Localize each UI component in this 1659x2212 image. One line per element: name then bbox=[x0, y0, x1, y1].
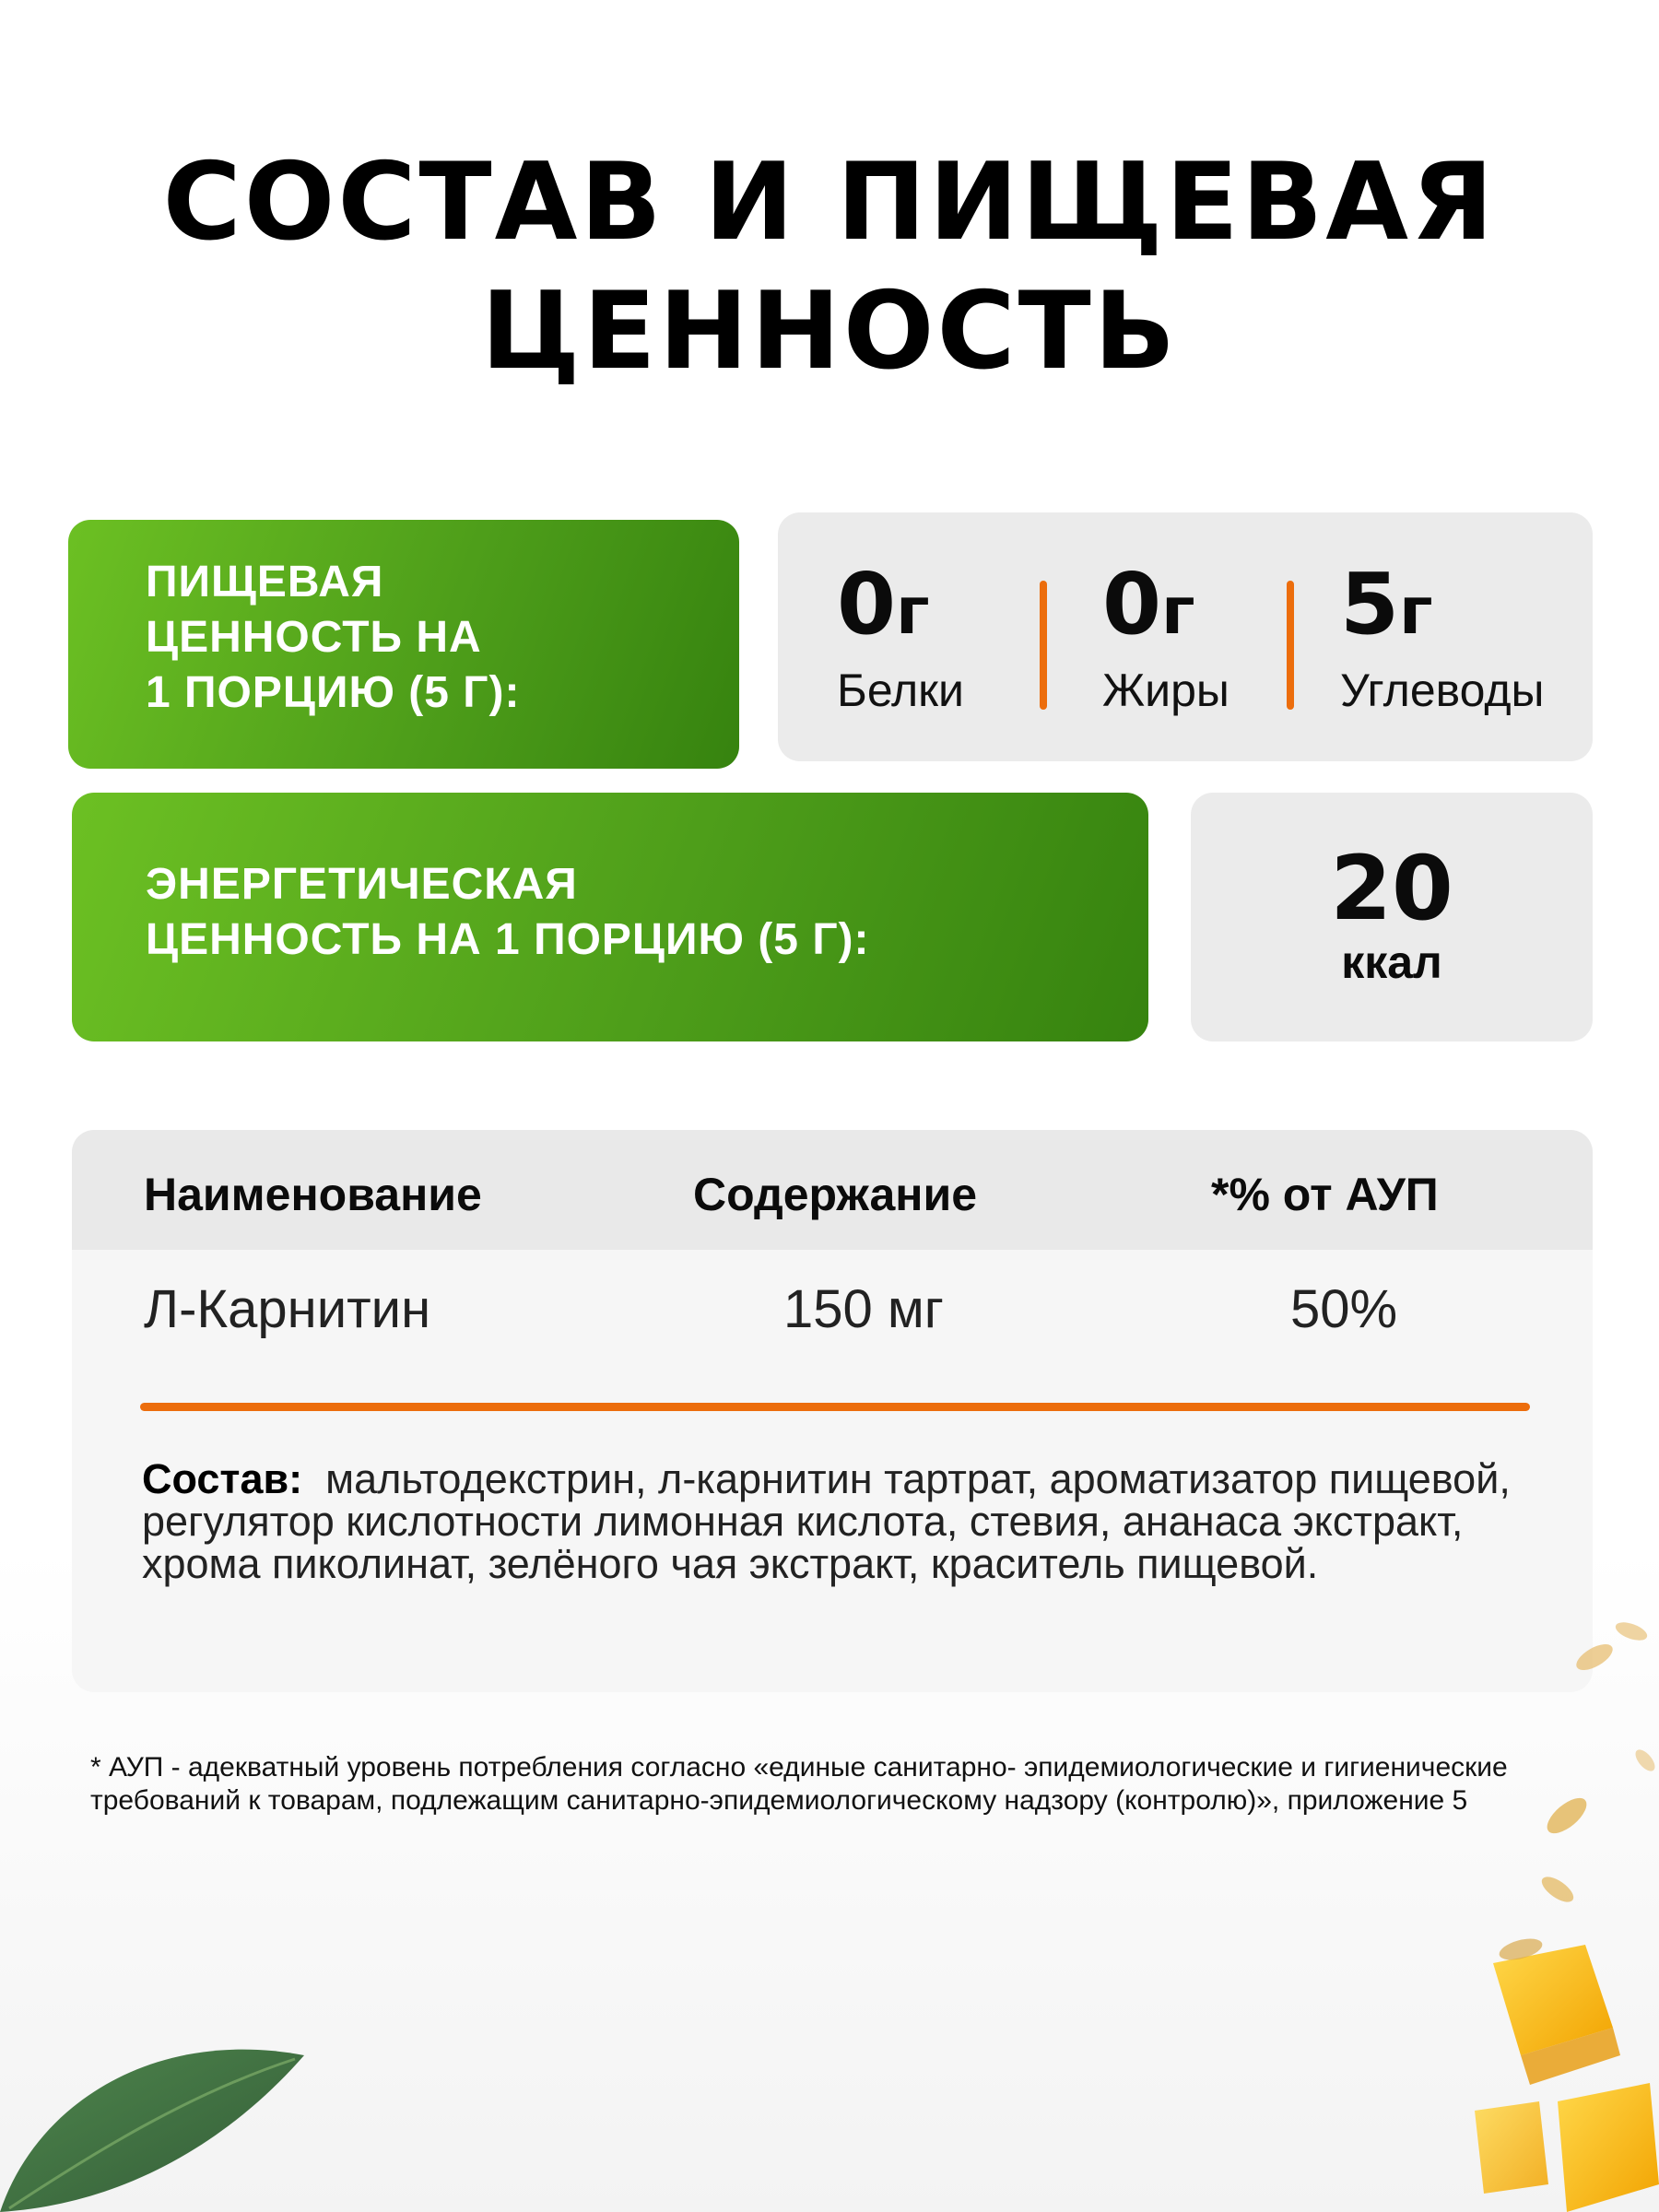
energy-label-line2: ЦЕННОСТЬ НА 1 ПОРЦИЮ (5 Г): bbox=[146, 915, 870, 964]
nutrition-label-line3: 1 ПОРЦИЮ (5 Г): bbox=[146, 668, 521, 717]
ingredients-table bbox=[72, 1130, 1593, 1692]
macro-protein-value: 0 bbox=[837, 555, 897, 653]
page-title-line1: СОСТАВ И ПИЩЕВАЯ bbox=[162, 140, 1497, 265]
nutrition-label-line1: ПИЩЕВАЯ bbox=[146, 558, 384, 606]
energy-value: 20 bbox=[1330, 837, 1453, 940]
macro-carbs-unit: г bbox=[1399, 573, 1433, 649]
table-header-content: Содержание bbox=[693, 1169, 978, 1220]
energy-unit: ккал bbox=[1341, 936, 1442, 988]
nutrition-label-line2: ЦЕННОСТЬ НА bbox=[146, 613, 482, 662]
composition-body: мальтодекстрин, л-карнитин тартрат, ароматизатор пищевой, регулятор кислотности лимонная кислота, стевия, ананаса экстракт, хрома пиколинат, зелёного чая экстракт, краситель пищевой. bbox=[142, 1455, 1511, 1587]
macro-protein bbox=[837, 555, 964, 718]
table-cell-name: Л-Карнитин bbox=[144, 1279, 431, 1339]
table-divider bbox=[140, 1403, 1530, 1411]
macro-divider bbox=[1040, 581, 1047, 710]
footnote: * АУП - адекватный уровень потребления согласно «единые санитарно- эпидемиологические и гигиенические требований к товарам, подлежащим санитарно-эпидемиологическому надзору (контролю)», приложение 5 bbox=[90, 1752, 1508, 1816]
macro-fat-label: Жиры bbox=[1102, 665, 1230, 716]
leaf-decoration-icon bbox=[0, 1991, 332, 2212]
page-title bbox=[0, 138, 1659, 396]
table-header-percent: *% от АУП bbox=[1211, 1169, 1439, 1220]
macro-protein-label: Белки bbox=[837, 665, 964, 716]
nutrition-label-box bbox=[68, 520, 739, 769]
oat-flakes-decoration-icon bbox=[1290, 1613, 1659, 1982]
macro-fat bbox=[1102, 555, 1230, 718]
macro-fat-unit: г bbox=[1161, 573, 1195, 649]
page-title-line2: ЦЕННОСТЬ bbox=[480, 269, 1179, 394]
macro-carbs bbox=[1340, 555, 1545, 718]
energy-label-box bbox=[72, 793, 1148, 1041]
composition-label: Состав: bbox=[142, 1455, 303, 1502]
composition-text bbox=[142, 1455, 1524, 1587]
macro-carbs-value: 5 bbox=[1340, 555, 1400, 653]
macro-fat-value: 0 bbox=[1102, 555, 1162, 653]
table-cell-content: 150 мг bbox=[783, 1279, 944, 1339]
macro-protein-unit: г bbox=[896, 573, 930, 649]
table-header-name: Наименование bbox=[144, 1169, 482, 1220]
energy-label-line1: ЭНЕРГЕТИЧЕСКАЯ bbox=[146, 860, 578, 909]
energy-panel bbox=[1191, 793, 1593, 1041]
macro-carbs-label: Углеводы bbox=[1340, 665, 1545, 716]
macro-divider bbox=[1287, 581, 1294, 710]
table-header-row bbox=[72, 1130, 1593, 1250]
table-cell-percent: 50% bbox=[1290, 1279, 1398, 1339]
